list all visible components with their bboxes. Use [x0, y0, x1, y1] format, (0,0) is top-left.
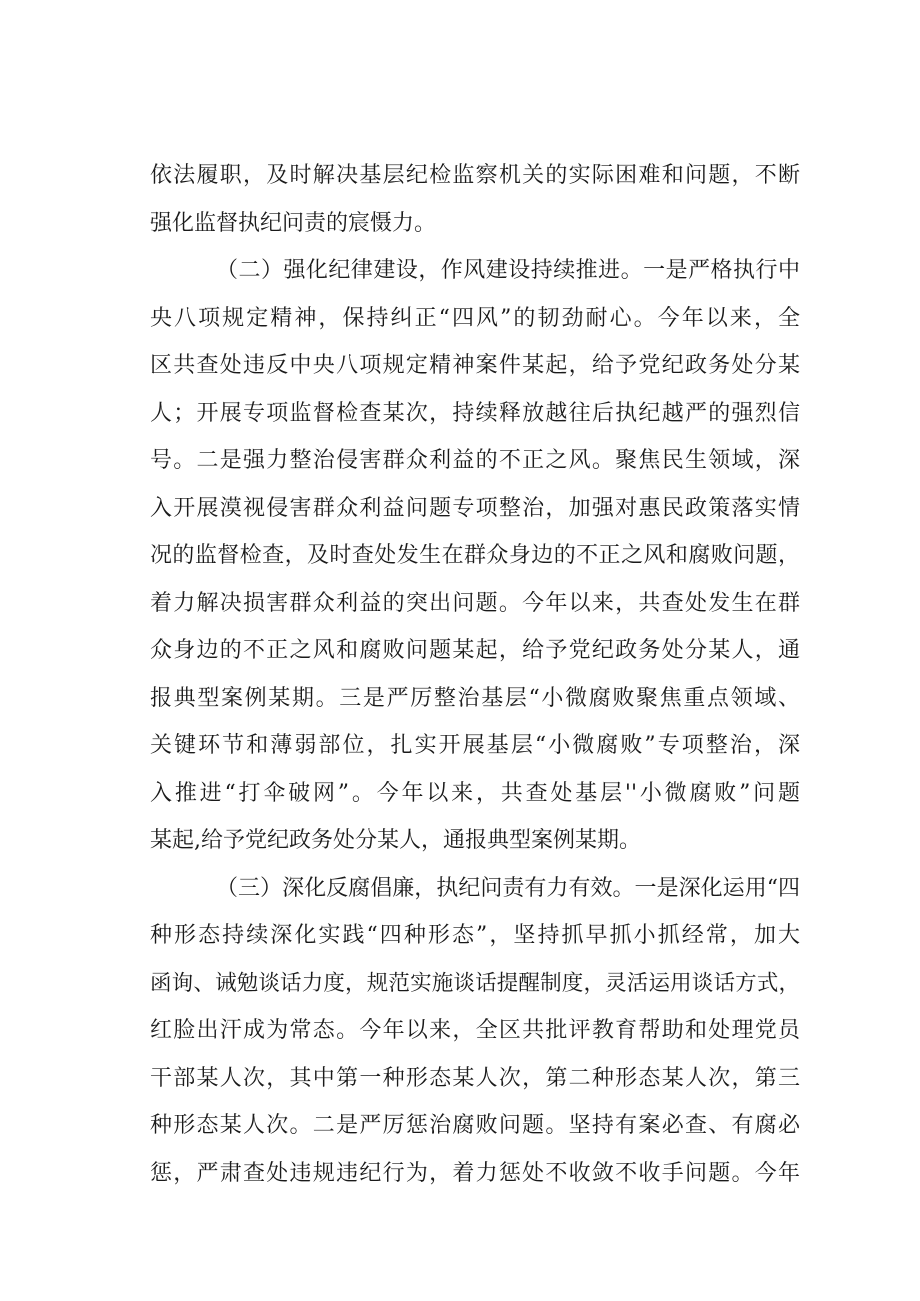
- text-line: 入开展漠视侵害群众利益问题专项整治，加强对惠民政策落实情: [150, 495, 800, 521]
- text-line: 红脸出汗成为常态。今年以来，全区共批评教育帮助和处理党员: [150, 1018, 800, 1043]
- body-text: [150, 152, 800, 1197]
- text-line: 干部某人次，其中第一种形态某人次，第二种形态某人次，第三: [150, 1065, 800, 1091]
- section-3-heading-line: （三）深化反腐倡廉，执纪问责有力有效。一是深化运用“四: [216, 875, 800, 901]
- text-line: 人；开展专项监督检查某次，持续释放越往后执纪越严的强烈信: [150, 400, 800, 426]
- text-line: 强化监督执纪问责的宸慑力。: [150, 210, 437, 236]
- text-line: 区共查处违反中央八项规定精神案件某起，给予党纪政务处分某: [150, 353, 800, 378]
- text-line: 种形态持续深化实践“四种形态”，坚持抓早抓小抓经常，加大: [150, 923, 800, 948]
- text-line: 号。二是强力整治侵害群众利益的不正之风。聚焦民生领域，深: [150, 448, 800, 473]
- text-line: 着力解决损害群众利益的突出问题。今年以来，共查处发生在群: [150, 590, 800, 616]
- text-line: 依法履职，及时解决基层纪检监察机关的实际困难和问题，不断: [150, 163, 800, 188]
- section-2-heading-line: （二）强化纪律建设，作风建设持续推进。一是严格执行中: [216, 258, 800, 283]
- text-line: 众身边的不正之风和腐败问题某起，给予党纪政务处分某人，通: [150, 638, 800, 663]
- text-line: 函询、诫勉谈话力度，规范实施谈话提醒制度，灵活运用谈话方式，: [150, 970, 800, 996]
- text-line: 央八项规定精神，保持纠正“四风”的韧劲耐心。今年以来，全: [150, 305, 800, 331]
- text-line: 报典型案例某期。三是严厉整治基层“小微腐败聚焦重点领域、: [150, 685, 800, 711]
- text-line: 种形态某人次。二是严厉惩治腐败问题。坚持有案必查、有腐必: [150, 1113, 800, 1138]
- text-line: 某起,给予党纪政务处分某人，通报典型案例某期。: [150, 828, 641, 853]
- text-line: 惩，严肃查处违规违纪行为，着力惩处不收敛不收手问题。今年: [150, 1160, 800, 1186]
- text-line: 关键环节和薄弱部位，扎实开展基层“小微腐败”专项整治，深: [150, 733, 800, 758]
- text-line: 入推进“打伞破网”。今年以来，共查处基层''小微腐败”问题: [150, 780, 800, 806]
- text-line: 况的监督检查，及时查处发生在群众身边的不正之风和腐败问题，: [150, 543, 800, 568]
